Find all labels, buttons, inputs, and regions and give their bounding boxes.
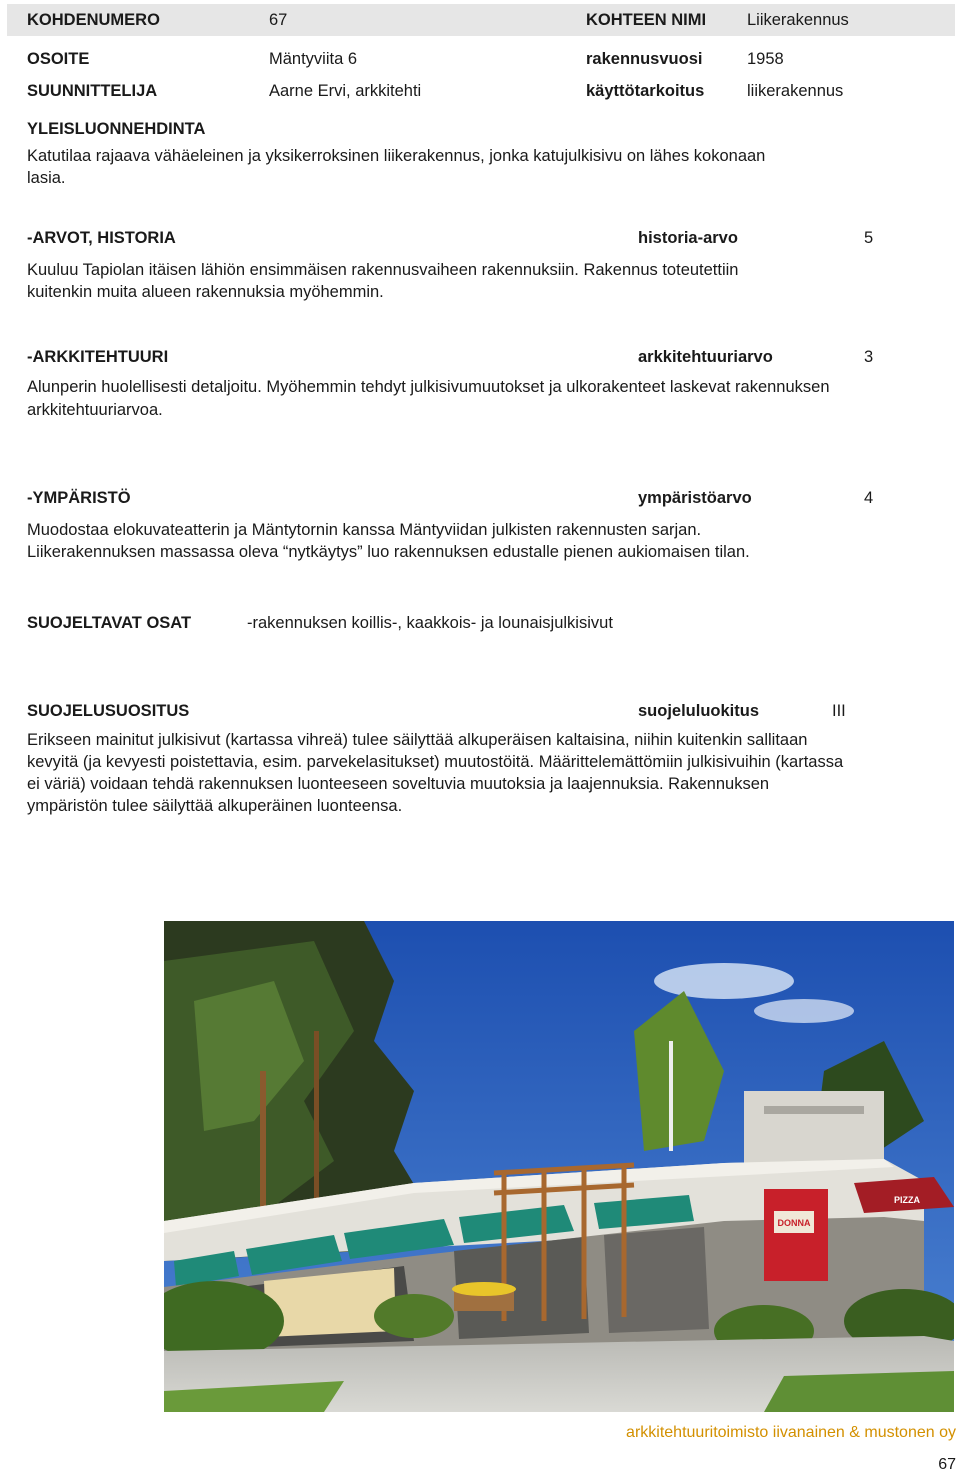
suositus-value: III bbox=[832, 702, 846, 720]
historia-line-2: kuitenkin muita alueen rakennuksia myöhemmin. bbox=[27, 283, 384, 301]
footer-office: arkkitehtuuritoimisto iivanainen & mustonen oy bbox=[626, 1424, 956, 1441]
suositus-line-2: kevyitä (ja kevyesti poistettavia, esim. parvekelasitukset) muutostöitä. Määrittelemättömiin julkisivuihin (kartassa bbox=[27, 753, 844, 771]
page-number: 67 bbox=[938, 1456, 956, 1473]
arkkitehtuuri-line-2: arkkitehtuuriarvoa. bbox=[27, 401, 163, 419]
ymparisto-line-2: Liikerakennuksen massassa oleva “nytkäytys” luo rakennuksen edustalle pienen aukiomaisen tilan. bbox=[27, 543, 750, 561]
kohteen-nimi-label: KOHTEEN NIMI bbox=[586, 11, 707, 29]
suositus-line-4: ympäristön tulee säilyttää alkuperäinen luonteensa. bbox=[27, 797, 403, 815]
suojeltavat-text: -rakennuksen koillis-, kaakkois- ja lounaisjulkisivut bbox=[247, 614, 613, 632]
sign-donna: DONNA bbox=[777, 1218, 811, 1228]
kohdenumero-label: KOHDENUMERO bbox=[27, 11, 160, 29]
arkkitehtuuri-heading: -ARKKITEHTUURI bbox=[27, 348, 169, 366]
building-photo bbox=[164, 921, 954, 1412]
osoite-value: Mäntyviita 6 bbox=[269, 50, 358, 68]
suojeltavat-heading: SUOJELTAVAT OSAT bbox=[27, 614, 192, 632]
kayttotarkoitus-value: liikerakennus bbox=[747, 82, 844, 100]
yleis-line-2: lasia. bbox=[27, 169, 66, 187]
rakennusvuosi-label: rakennusvuosi bbox=[586, 50, 703, 68]
arkkitehtuuri-value-label: arkkitehtuuriarvo bbox=[638, 348, 773, 366]
historia-heading: -ARVOT, HISTORIA bbox=[27, 229, 176, 247]
ymparisto-value-label: ympäristöarvo bbox=[638, 489, 752, 507]
historia-value: 5 bbox=[864, 229, 874, 247]
ymparisto-line-1: Muodostaa elokuvateatterin ja Mäntytornin kanssa Mäntyviidan julkisten rakennusten sarjan. bbox=[27, 521, 702, 539]
arkkitehtuuri-value: 3 bbox=[864, 348, 874, 366]
ymparisto-heading: -YMPÄRISTÖ bbox=[27, 489, 131, 507]
suositus-value-label: suojeluluokitus bbox=[638, 702, 760, 720]
suositus-line-1: Erikseen mainitut julkisivut (kartassa vihreä) tulee säilyttää alkuperäisen kaltaisina, niihin kuitenkin sallitaan bbox=[27, 731, 808, 749]
arkkitehtuuri-line-1: Alunperin huolellisesti detaljoitu. Myöhemmin tehdyt julkisivumuutokset ja ulkorakenteet laskevat rakennuksen bbox=[27, 378, 830, 396]
yleis-line-1: Katutilaa rajaava vähäeleinen ja yksikerroksinen liikerakennus, jonka katujulkisivu on lähes kokonaan bbox=[27, 147, 766, 165]
rakennusvuosi-value: 1958 bbox=[747, 50, 784, 68]
suunnittelija-value: Aarne Ervi, arkkitehti bbox=[269, 82, 422, 100]
historia-value-label: historia-arvo bbox=[638, 229, 738, 247]
kohdenumero-value: 67 bbox=[269, 11, 288, 29]
suositus-line-3: ei väriä) voidaan tehdä rakennuksen luonteeseen soveltuvia muutoksia ja laajennuksia. Rakennuksen bbox=[27, 775, 770, 793]
suunnittelija-label: SUUNNITTELIJA bbox=[27, 82, 158, 100]
yleis-heading: YLEISLUONNEHDINTA bbox=[27, 120, 206, 138]
historia-line-1: Kuuluu Tapiolan itäisen lähiön ensimmäisen rakennusvaiheen rakennuksiin. Rakennus toteutettiin bbox=[27, 261, 739, 279]
sign-pizza: PIZZA bbox=[894, 1195, 920, 1205]
ymparisto-value: 4 bbox=[864, 489, 874, 507]
suositus-heading: SUOJELUSUOSITUS bbox=[27, 702, 190, 720]
kohteen-nimi-value: Liikerakennus bbox=[747, 11, 849, 29]
osoite-label: OSOITE bbox=[27, 50, 90, 68]
kayttotarkoitus-label: käyttötarkoitus bbox=[586, 82, 705, 100]
